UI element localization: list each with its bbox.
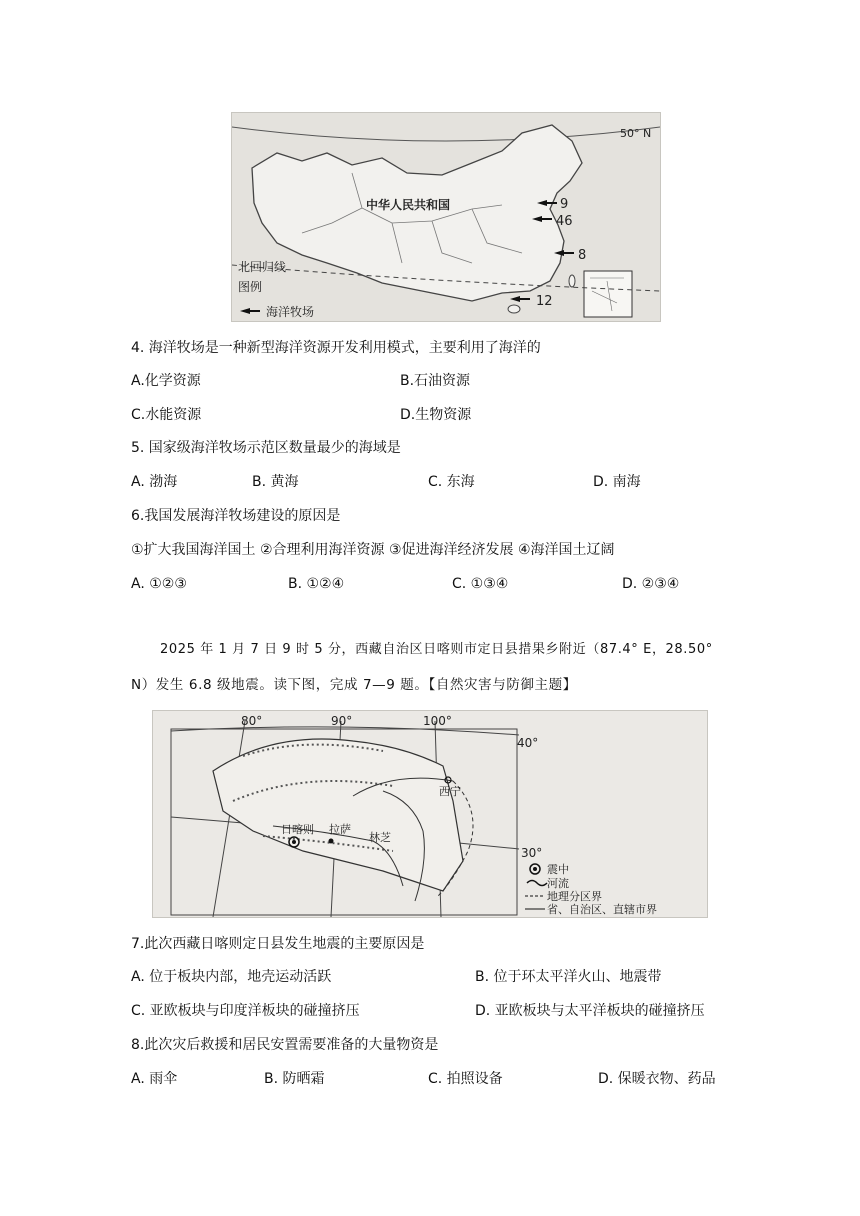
legend-epicenter-icon: [530, 864, 540, 874]
ranch-marker-icon: [510, 296, 530, 302]
legend-river-icon: [527, 881, 547, 886]
country-label: 中华人民共和国: [366, 198, 451, 212]
q7-stem: 7.此次西藏日喀则定日县发生地震的主要原因是: [131, 936, 425, 952]
ranch-count-yellow: 46: [556, 214, 573, 229]
q5-option-d[interactable]: D. 南海: [593, 474, 641, 490]
q4-option-b[interactable]: B.石油资源: [400, 373, 471, 389]
q4-stem: 4. 海洋牧场是一种新型海洋资源开发利用模式，主要利用了海洋的: [131, 340, 541, 356]
q8-option-d[interactable]: D. 保暖衣物、药品: [598, 1071, 716, 1087]
q7-option-b[interactable]: B. 位于环太平洋火山、地震带: [475, 969, 662, 985]
china-outline: [252, 125, 582, 301]
lat-50-label: 50° N: [620, 127, 652, 140]
q6-option-c[interactable]: C. ①③④: [452, 576, 509, 592]
q4-option-d[interactable]: D.生物资源: [400, 407, 472, 423]
q8-option-a[interactable]: A. 雨伞: [131, 1071, 178, 1087]
ranch-count-bohai: 9: [560, 197, 569, 212]
q7-option-a[interactable]: A. 位于板块内部，地壳运动活跃: [131, 969, 332, 985]
intro-line-2: N）发生 6.8 级地震。读下图，完成 7—9 题。【自然灾害与防御主题】: [131, 677, 577, 693]
legend-epicenter-label: 震中: [547, 863, 569, 876]
legend-region-label: 地理分区界: [547, 890, 602, 903]
lat-40-label: 40°: [517, 736, 539, 750]
q8-stem: 8.此次灾后救援和居民安置需要准备的大量物资是: [131, 1037, 439, 1053]
tibet-plateau-outline: [213, 739, 463, 891]
marine-ranch-map: [231, 112, 661, 322]
q5-stem: 5. 国家级海洋牧场示范区数量最少的海域是: [131, 440, 401, 456]
q5-option-a[interactable]: A. 渤海: [131, 474, 178, 490]
legend-ranch-icon: [240, 308, 260, 314]
q5-option-b[interactable]: B. 黄海: [252, 474, 299, 490]
place-lhasa: 拉萨: [329, 823, 351, 836]
ranch-count-south: 12: [536, 294, 553, 309]
q7-option-c[interactable]: C. 亚欧板块与印度洋板块的碰撞挤压: [131, 1003, 360, 1019]
legend-title: 图例: [238, 280, 263, 294]
q4-option-c[interactable]: C.水能资源: [131, 407, 202, 423]
place-xining: 西宁: [439, 785, 461, 798]
q6-option-a[interactable]: A. ①②③: [131, 576, 187, 592]
q8-option-c[interactable]: C. 拍照设备: [428, 1071, 503, 1087]
lon-100-label: 100°: [423, 714, 452, 728]
tropic-label: 北回归线: [238, 260, 287, 274]
q6-stem: 6.我国发展海洋牧场建设的原因是: [131, 508, 341, 524]
lon-80-label: 80°: [241, 714, 263, 728]
intro-line-1: 2025 年 1 月 7 日 9 时 5 分，西藏自治区日喀则市定日县措果乡附近（87.4° E，28.50°: [160, 642, 713, 657]
ranch-count-east: 8: [578, 248, 587, 263]
q6-option-b[interactable]: B. ①②④: [288, 576, 345, 592]
q8-option-b[interactable]: B. 防晒霜: [264, 1071, 325, 1087]
lon-90-label: 90°: [331, 714, 353, 728]
legend-river-label: 河流: [547, 877, 569, 890]
lat-30-label: 30°: [521, 846, 543, 860]
latitude-50-line: [232, 127, 660, 141]
q7-option-d[interactable]: D. 亚欧板块与太平洋板块的碰撞挤压: [475, 1003, 705, 1019]
q5-option-c[interactable]: C. 东海: [428, 474, 475, 490]
legend-ranch-label: 海洋牧场: [266, 305, 315, 319]
q4-option-a[interactable]: A.化学资源: [131, 373, 201, 389]
place-shigatse: 日喀则: [281, 823, 314, 836]
q6-statements: ①扩大我国海洋国土 ②合理利用海洋资源 ③促进海洋经济发展 ④海洋国土辽阔: [131, 542, 615, 558]
earthquake-map: [152, 710, 708, 918]
legend-province-label: 省、自治区、直辖市界: [547, 903, 657, 916]
place-nyingchi: 林芝: [369, 831, 391, 844]
q6-option-d[interactable]: D. ②③④: [622, 576, 680, 592]
